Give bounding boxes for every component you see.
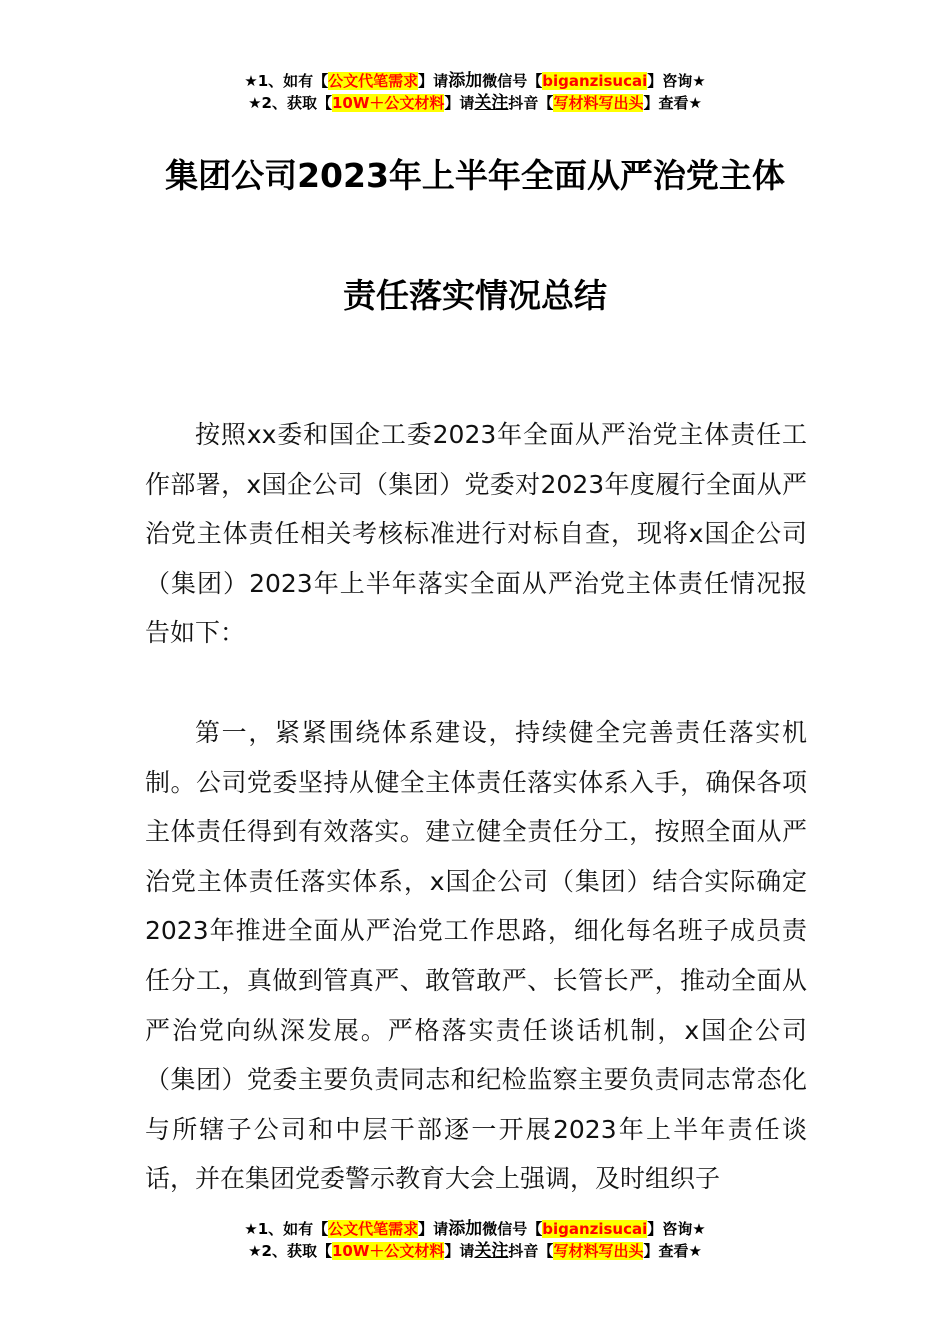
promo-highlight: 10W＋公文材料: [331, 94, 445, 112]
promo-text: 微信号【: [482, 1220, 543, 1238]
promo-text: 抖音【: [508, 94, 554, 112]
document-title-line-2: 责任落实情况总结: [343, 276, 607, 315]
promo-text: 抖音【: [508, 1242, 554, 1260]
promo-text: ★2、获取【: [248, 94, 332, 112]
promo-highlight: 公文代笔需求: [328, 72, 419, 90]
promo-line-2: [0, 92, 950, 114]
promo-highlight: biganzisucai: [542, 72, 648, 90]
body-paragraph-2: [145, 708, 807, 1204]
promo-text: ★2、获取【: [248, 1242, 332, 1260]
promo-line-2: [0, 1240, 950, 1262]
paragraph-text: 第一，紧紧围绕体系建设，持续健全完善责任落实机制。公司党委坚持从健全主体责任落实体系入手，确保各项主体责任得到有效落实。建立健全责任分工，按照全面从严治党主体责任落实体系，x国企公司（集团）结合实际确定2023年推进全面从严治党工作思路，细化每名班子成员责任分工，真做到管真严、敢管敢严、长管长严，推动全面从严治党向纵深发展。严格落实责任谈话机制，x国企公司（集团）党委主要负责同志和纪检监察主要负责同志常态化与所辖子公司和中层干部逐一开展2023年上半年责任谈话，并在集团党委警示教育大会上强调，及时组织子: [145, 718, 807, 1194]
promo-highlight: 公文代笔需求: [328, 1220, 419, 1238]
promo-emphasis: 添加: [448, 71, 483, 91]
promo-text: 】请: [418, 72, 449, 90]
promo-line-1: [0, 70, 950, 92]
promo-text: 】咨询★: [647, 1220, 706, 1238]
promo-text: 】请: [444, 1242, 475, 1260]
promo-text: 】咨询★: [647, 72, 706, 90]
document-title-line-1: 集团公司2023年上半年全面从严治党主体: [165, 156, 785, 195]
promo-line-1: [0, 1218, 950, 1240]
promo-text: 】查看★: [643, 1242, 702, 1260]
promo-highlight: 写材料写出头: [553, 1242, 644, 1260]
promo-emphasis: 关注: [474, 93, 509, 113]
promo-text: 微信号【: [482, 72, 543, 90]
promo-text: 】请: [418, 1220, 449, 1238]
promo-text: 】请: [444, 94, 475, 112]
promo-highlight: 10W＋公文材料: [331, 1242, 445, 1260]
promo-emphasis: 关注: [474, 1241, 509, 1261]
promo-text: ★1、如有【: [244, 72, 329, 90]
promo-highlight: biganzisucai: [542, 1220, 648, 1238]
promo-emphasis: 添加: [448, 1219, 483, 1239]
top-promo-banner: [0, 70, 950, 114]
promo-text: 】查看★: [643, 94, 702, 112]
bottom-promo-banner: [0, 1218, 950, 1262]
promo-text: ★1、如有【: [244, 1220, 329, 1238]
paragraph-text: 按照xx委和国企工委2023年全面从严治党主体责任工作部署，x国企公司（集团）党委对2023年度履行全面从严治党主体责任相关考核标准进行对标自查，现将x国企公司（集团）2023年上半年落实全面从严治党主体责任情况报告如下：: [145, 420, 807, 648]
promo-highlight: 写材料写出头: [553, 94, 644, 112]
body-paragraph-1: [145, 410, 807, 658]
